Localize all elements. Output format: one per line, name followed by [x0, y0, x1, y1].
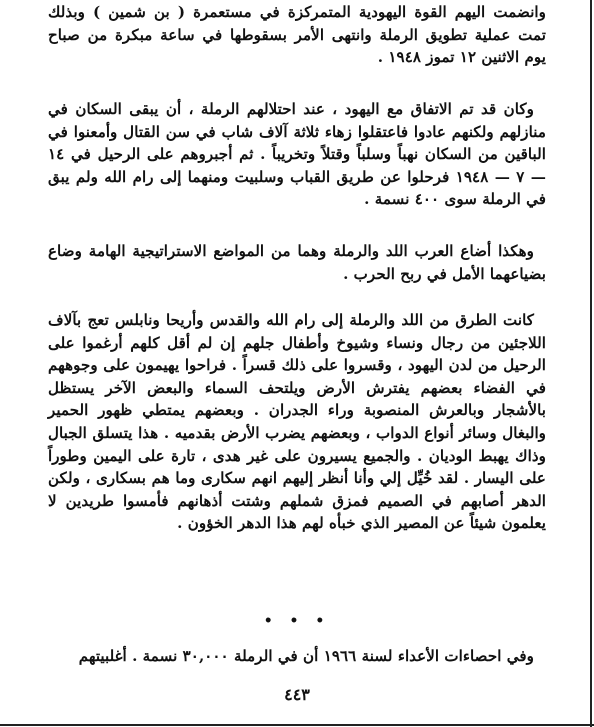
paragraph-4: كانت الطرق من اللد والرملة إلى رام الله والقدس وأريحا ونابلس تعج بآلاف اللاجئين من رجال ونساء وشيوخ وأطفال جلهم إن لم أقل كلهم أرغموا على الرحيل من لدن اليهود ، وقسروا على ذلك قسراً . فراحوا يهيمون على وجوههم في الفضاء بعضهم يفترش الأرض ويلتحف السماء والبعض الآخر يستظل بالأشجار وبالعرش المنصوبة وراء الجدران . وبعضهم يمتطي ظهور الحمير والبغال وسائر أنواع الدواب ، وبعضهم يضرب الأرض بقدميه . هذا يتسلق الجبال وذاك يهبط الوديان . والجميع يسيرون على غير هدى ، تارة على اليمين وطوراً على اليسار . لقد خُيِّل إلي وأنا أنظر إليهم انهم سكارى وما هم بسكارى ، ولكن الدهر أصابهم في الصميم فمزق شملهم وشتت أذهانهم فأمسوا طريدين لا يعلمون شيئاً عن المصير الذي خبأه لهم هذا الدهر الخؤون . [48, 311, 546, 533]
section-separator: • • • [263, 613, 331, 629]
paragraph-2: وكان قد تم الاتفاق مع اليهود ، عند احتلالهم الرملة ، أن يبقى السكان في منازلهم ولكنهم عادوا فاعتقلوا زهاء ثلاثة آلاف شاب في سن القتال وأمعنوا في الباقين من السكان نهباً وسلباً وقتلاً وتخريباً . ثم أجبروهم على الرحيل في ١٤ — ٧ — ١٩٤٨ فرحلوا عن طريق القباب وسلبيت ومنهما إلى رام الله ولم يبق في الرملة سوى ٤٠٠ نسمة . [48, 100, 546, 209]
scan-border-right [590, 0, 592, 727]
paragraph-1: وانضمت اليهم القوة اليهودية المتمركزة في مستعمرة ( بن شمين ) وبذلك تمت عملية تطويق الرملة وانتهى الأمر بسقوطها في ساعة مبكرة من صباح يوم الاثنين ١٢ تموز ١٩٤٨ . [48, 3, 546, 67]
scan-border-bottom [0, 724, 594, 726]
paragraph-3: وهكذا أضاع العرب اللد والرملة وهما من المواضع الاستراتيجية الهامة وضاع بضياعهما الأمل في ربح الحرب . [48, 242, 546, 283]
paragraph-5: وفي احصاءات الأعداء لسنة ١٩٦٦ أن في الرملة ٣٠,٠٠٠ نسمة . أغلبيتهم [78, 647, 534, 665]
page-number: ٤٤٣ [284, 685, 310, 704]
